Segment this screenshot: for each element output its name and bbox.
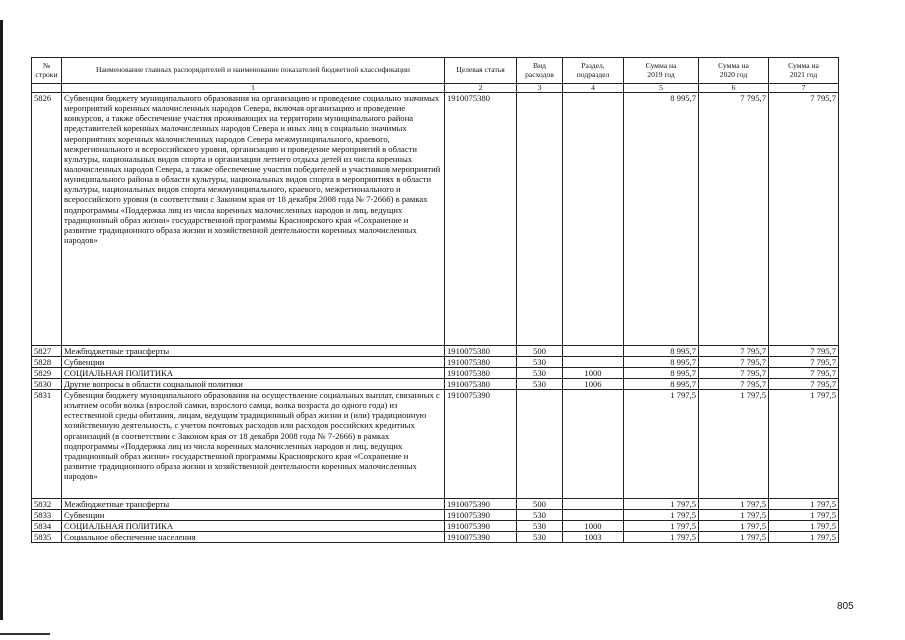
row-target-article: 1910075390 [445, 510, 517, 521]
row-expense-type: 530 [517, 532, 563, 543]
column-number: 6 [699, 84, 769, 93]
row-target-article: 1910075380 [445, 93, 517, 346]
row-section: 1006 [563, 379, 624, 390]
row-sum-2020: 1 797,5 [699, 510, 769, 521]
row-sum-2020: 1 797,5 [699, 390, 769, 499]
table-row [32, 93, 839, 346]
table-row [32, 499, 839, 510]
row-number: 5833 [32, 510, 62, 521]
column-number: 3 [517, 84, 563, 93]
row-sum-2021: 1 797,5 [769, 532, 839, 543]
column-number: 4 [563, 84, 624, 93]
header-target-article: Целевая статья [445, 58, 517, 84]
row-sum-2019: 8 995,7 [624, 346, 699, 357]
row-sum-2021: 1 797,5 [769, 521, 839, 532]
table-row [32, 532, 839, 543]
row-name: Субвенция бюджету муниципального образования на осуществление социальных выплат, связанных с изъятием особи волка (взрослой самки, взрослого самца, волка возраста до одного года) из естественной среды обитания, лицам, ведущим традиционный образ жизни и (или) традиционную хозяйственную деятельность, с учетом почтовых расходов или расходов российских кредитных организаций (в соответствии с Законом края от 18 декабря 2008 года № 7-2666) в рамках подпрограммы «Поддержка лиц из числа коренных малочисленных народов и лиц, ведущих традиционный образ жизни» государственной программы Красноярского края «Сохранение и развитие традиционного образа жизни и хозяйственной деятельности коренных малочисленных народов» [62, 390, 445, 499]
row-number: 5832 [32, 499, 62, 510]
row-sum-2021: 1 797,5 [769, 510, 839, 521]
row-sum-2020: 7 795,7 [699, 346, 769, 357]
row-number: 5826 [32, 93, 62, 346]
header-name: Наименование главных распорядителей и наименование показателей бюджетной классификации [62, 58, 445, 84]
row-number: 5831 [32, 390, 62, 499]
header-sum-2021: Сумма на 2021 год [769, 58, 839, 84]
row-number: 5830 [32, 379, 62, 390]
row-number: 5829 [32, 368, 62, 379]
header-row [32, 58, 839, 84]
row-sum-2019: 8 995,7 [624, 379, 699, 390]
table-row [32, 510, 839, 521]
row-name: СОЦИАЛЬНАЯ ПОЛИТИКА [62, 368, 445, 379]
row-expense-type [517, 93, 563, 346]
row-sum-2021: 7 795,7 [769, 368, 839, 379]
row-name: Субвенции [62, 510, 445, 521]
row-sum-2020: 7 795,7 [699, 379, 769, 390]
row-name: Субвенция бюджету муниципального образования на организацию и проведение социально значимых мероприятий коренных малочисленных народов Севера, включая организацию и проведение конкурсов, а также обеспечение участия проживающих на территории муниципального района представителей коренных малочисленных народов Севера и иных лиц в социально значимых мероприятиях коренных малочисленных народов Севера межмуниципального, краевого, межрегионального и всероссийского уровня, организацию и проведение мероприятий в области культуры, национальных видов спорта и организации летнего отдыха детей из числа коренных малочисленных народов Севера, а также обеспечение участия победителей и участников мероприятий муниципального района в области культуры, национальных видов спорта в мероприятиях в области культуры, национальных видов спорта межмуниципального, краевого, межрегионального и всероссийского уровня (в соответствии с Законом края от 18 декабря 2008 года № 7-2666) в рамках подпрограммы «Поддержка лиц из числа коренных малочисленных народов и лиц, ведущих традиционный образ жизни» государственной программы Красноярского края «Сохранение и развитие традиционного образа жизни и хозяйственной деятельности коренных малочисленных народов» [62, 93, 445, 346]
row-expense-type: 530 [517, 379, 563, 390]
row-sum-2021: 1 797,5 [769, 499, 839, 510]
row-expense-type: 500 [517, 346, 563, 357]
column-number: 7 [769, 84, 839, 93]
table-row [32, 357, 839, 368]
row-sum-2019: 1 797,5 [624, 532, 699, 543]
table-row [32, 368, 839, 379]
row-name: Другие вопросы в области социальной политики [62, 379, 445, 390]
column-number: 5 [624, 84, 699, 93]
row-sum-2020: 7 795,7 [699, 368, 769, 379]
scan-bottom-edge [0, 633, 50, 635]
row-number: 5834 [32, 521, 62, 532]
row-expense-type: 530 [517, 368, 563, 379]
row-sum-2019: 8 995,7 [624, 357, 699, 368]
row-target-article: 1910075380 [445, 379, 517, 390]
column-number: 1 [62, 84, 445, 93]
row-sum-2021: 1 797,5 [769, 390, 839, 499]
row-sum-2019: 1 797,5 [624, 499, 699, 510]
row-target-article: 1910075390 [445, 532, 517, 543]
row-sum-2021: 7 795,7 [769, 379, 839, 390]
row-target-article: 1910075390 [445, 499, 517, 510]
row-sum-2019: 8 995,7 [624, 368, 699, 379]
row-name: Социальное обеспечение населения [62, 532, 445, 543]
row-sum-2019: 1 797,5 [624, 510, 699, 521]
row-section: 1000 [563, 368, 624, 379]
row-section [563, 510, 624, 521]
row-number: 5835 [32, 532, 62, 543]
row-section: 1000 [563, 521, 624, 532]
table-row [32, 521, 839, 532]
row-sum-2021: 7 795,7 [769, 93, 839, 346]
header-expense-type: Вид расходов [517, 58, 563, 84]
row-sum-2021: 7 795,7 [769, 346, 839, 357]
row-sum-2020: 7 795,7 [699, 93, 769, 346]
header-sum-2020: Сумма на 2020 год [699, 58, 769, 84]
column-number [32, 84, 62, 93]
row-expense-type [517, 390, 563, 499]
scan-left-edge [0, 20, 3, 620]
table-row [32, 379, 839, 390]
row-section [563, 357, 624, 368]
row-sum-2021: 7 795,7 [769, 357, 839, 368]
row-sum-2020: 1 797,5 [699, 521, 769, 532]
column-number-row [32, 84, 839, 93]
row-target-article: 1910075380 [445, 357, 517, 368]
header-sum-2019: Сумма на 2019 год [624, 58, 699, 84]
row-section [563, 499, 624, 510]
row-sum-2019: 8 995,7 [624, 93, 699, 346]
budget-table [31, 57, 839, 543]
row-name: Субвенции [62, 357, 445, 368]
row-expense-type: 500 [517, 499, 563, 510]
row-section: 1003 [563, 532, 624, 543]
row-sum-2020: 7 795,7 [699, 357, 769, 368]
row-target-article: 1910075390 [445, 521, 517, 532]
row-name: Межбюджетные трансферты [62, 346, 445, 357]
row-target-article: 1910075380 [445, 346, 517, 357]
row-name: СОЦИАЛЬНАЯ ПОЛИТИКА [62, 521, 445, 532]
row-section [563, 93, 624, 346]
row-target-article: 1910075390 [445, 390, 517, 499]
row-sum-2020: 1 797,5 [699, 499, 769, 510]
row-number: 5828 [32, 357, 62, 368]
header-row-number: № строки [32, 58, 62, 84]
row-section [563, 346, 624, 357]
row-number: 5827 [32, 346, 62, 357]
header-section: Раздел, подраздел [563, 58, 624, 84]
row-section [563, 390, 624, 499]
row-sum-2019: 1 797,5 [624, 521, 699, 532]
row-sum-2019: 1 797,5 [624, 390, 699, 499]
table-row [32, 346, 839, 357]
table-row [32, 390, 839, 499]
row-expense-type: 530 [517, 521, 563, 532]
row-target-article: 1910075380 [445, 368, 517, 379]
row-expense-type: 530 [517, 510, 563, 521]
row-name: Межбюджетные трансферты [62, 499, 445, 510]
column-number: 2 [445, 84, 517, 93]
row-expense-type: 530 [517, 357, 563, 368]
row-sum-2020: 1 797,5 [699, 532, 769, 543]
page-number: 805 [837, 601, 854, 612]
